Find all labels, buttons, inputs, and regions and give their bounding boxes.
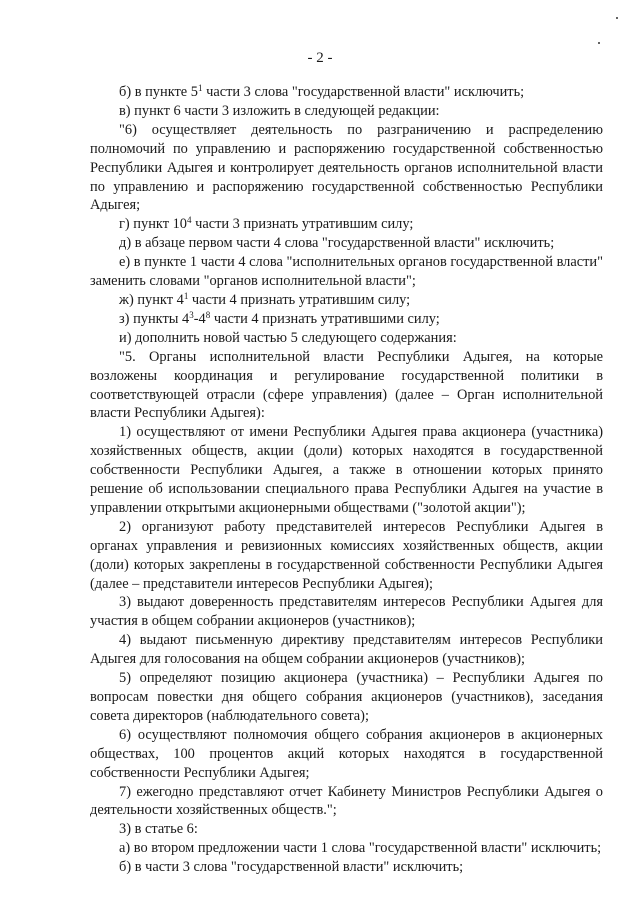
paragraph: [90, 593, 603, 631]
paragraph-text: 4) выдают письменную директиву представителям интересов Республики Адыгея для голосования на общем собрании акционеров (участников);: [90, 632, 603, 668]
scan-speck: [616, 17, 618, 19]
paragraph-text: части 3 признать утратившим силу;: [191, 216, 414, 233]
superscript-index: 1: [183, 290, 189, 301]
paragraph-text: е) в пункте 1 части 4 слова "исполнительных органов государственной власти" заменить словами "органов исполнительной власти";: [90, 254, 603, 290]
paragraph: [90, 83, 603, 102]
paragraph-text: 6) осуществляют полномочия общего собрания акционеров в акционерных обществах, 100 процентов акций которых находятся в государственной собственности Республики Адыгея;: [90, 726, 603, 781]
paragraph-text: 7) ежегодно представляют отчет Кабинету Министров Республики Адыгея о деятельности хозяйственных обществ.";: [90, 783, 603, 819]
paragraph-text: б) в части 3 слова "государственной власти" исключить;: [119, 859, 464, 876]
paragraph: [90, 839, 603, 858]
paragraph: [90, 820, 603, 839]
paragraph: [90, 102, 603, 121]
paragraph: [90, 783, 603, 821]
paragraph-text: г) пункт 10: [119, 216, 187, 233]
paragraph: [90, 121, 603, 216]
document-body: [90, 83, 603, 877]
paragraph-text: 1) осуществляют от имени Республики Адыгея права акционера (участника) хозяйственных обществ, акции (доли) которых находятся в государственной собственности Республики Адыгея, а также в отношении которых принято решение об использовании специального права Республики Адыгея на участие в управлении открытыми акционерными обществами ("золотой акции");: [90, 424, 603, 516]
paragraph: [90, 518, 603, 594]
paragraph-text: части 4 признать утратившими силу;: [210, 310, 440, 327]
paragraph: [90, 329, 603, 348]
paragraph: [90, 310, 603, 329]
paragraph-text: з) пункты 4: [119, 310, 190, 327]
paragraph-text: а) во втором предложении части 1 слова "государственной власти" исключить;: [119, 840, 602, 857]
paragraph: [90, 669, 603, 726]
superscript-index: 4: [186, 215, 192, 226]
superscript-index: 3: [189, 309, 194, 320]
paragraph-text: 2) организуют работу представителей интересов Республики Адыгея в органах управления и ревизионных комиссиях хозяйственных обществ, акции (доли) которых закреплены в государственной собственности Республики Адыгея (далее – представители интересов Республики Адыгея);: [90, 518, 603, 592]
paragraph-text: б) в пункте 5: [119, 84, 198, 100]
paragraph-text: 3) в статье 6:: [119, 821, 198, 838]
paragraph-text: 3) выдают доверенность представителям интересов Республики Адыгея для участия в общем собрании акционеров (участников);: [90, 594, 603, 630]
paragraph-text: д) в абзаце первом части 4 слова "государственной власти" исключить;: [119, 235, 555, 252]
paragraph: [90, 423, 603, 518]
paragraph: [90, 234, 603, 253]
paragraph-text: "6) осуществляет деятельность по разграничению и распределению полномочий по управлению и распоряжению государственной собственностью Республики Адыгея и контролирует деятельность органов исполнительной власти по управлению и распоряжению государственной собственностью Республики Адыгея;: [90, 121, 603, 214]
paragraph: [90, 858, 603, 877]
paragraph: [90, 215, 603, 234]
paragraph-text: части 3 слова "государственной власти" исключить;: [202, 84, 525, 100]
paragraph-text: и) дополнить новой частью 5 следующего содержания:: [119, 329, 457, 346]
scan-speck: [598, 42, 600, 44]
superscript-index: 8: [205, 309, 211, 320]
paragraph: [90, 291, 603, 310]
paragraph-text: части 4 признать утратившим силу;: [188, 291, 411, 308]
paragraph-text: -4: [193, 310, 206, 327]
superscript-index: 1: [197, 83, 203, 93]
page-number: - 2 -: [307, 50, 333, 66]
paragraph: [90, 348, 603, 424]
paragraph: [90, 253, 603, 291]
paragraph: [90, 726, 603, 783]
paragraph-text: "5. Органы исполнительной власти Республики Адыгея, на которые возложены координация и регулирование государственной политики в соответствующей отрасли (сфере управления) (далее – Орган исполнительной власти Республики Адыгея):: [90, 348, 603, 422]
paragraph-text: в) пункт 6 части 3 изложить в следующей редакции:: [119, 102, 440, 119]
paragraph-text: ж) пункт 4: [119, 291, 184, 308]
paragraph: [90, 631, 603, 669]
paragraph-text: 5) определяют позицию акционера (участника) – Республики Адыгея по вопросам повестки дня общего собрания акционеров (участников), заседания совета директоров (наблюдательного совета);: [90, 670, 603, 724]
